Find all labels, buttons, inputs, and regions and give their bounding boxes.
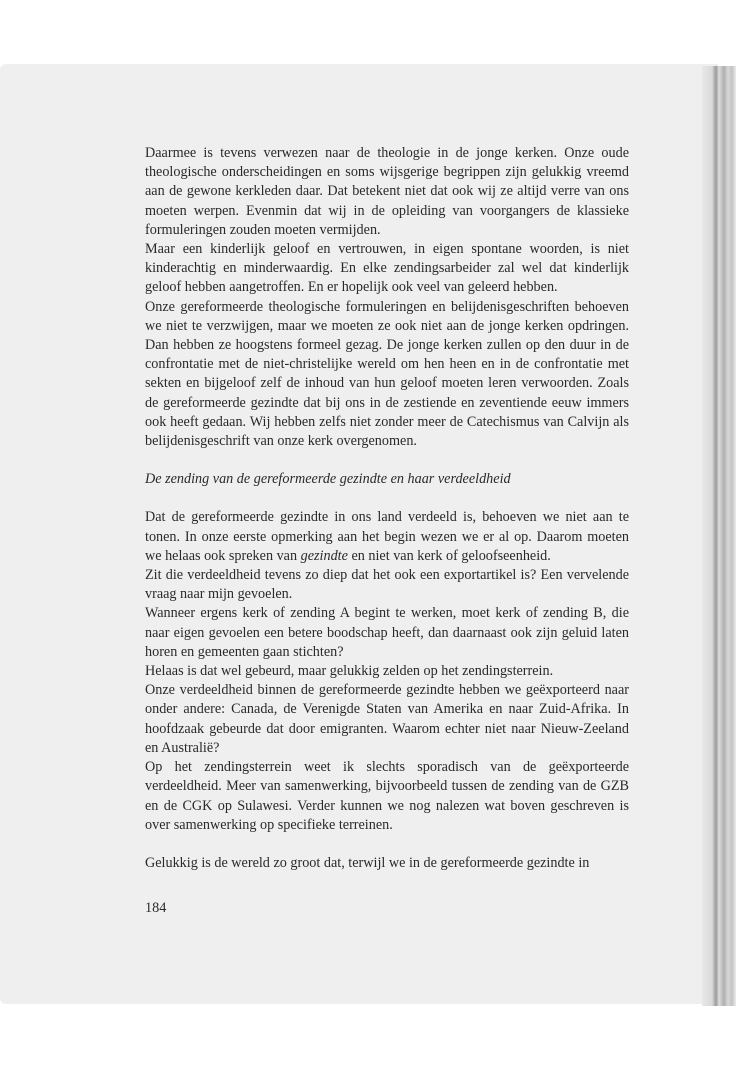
paragraph: Op het zendingsterrein weet ik slechts sporadisch van de geëxporteerde verdeeldheid. Meer van samenwerking, bijvoorbeeld tussen de zending van de GZB en de CGK op Sulawesi. Verder kunnen we nog nalezen wat boven geschreven is over samenwerking op specifieke terreinen. — [145, 759, 629, 833]
body-text — [145, 144, 629, 873]
paragraph: Maar een kinderlijk geloof en vertrouwen, in eigen spontane woorden, is niet kinderachtig en minderwaardig. En elke zendingsarbeider zal wel dat kinderlijk geloof hebben aangetroffen. En er hopelijk ook veel van geleerd hebben. — [145, 241, 629, 296]
emphasis-gezindte: gezindte — [300, 547, 348, 564]
paragraph: Wanneer ergens kerk of zending A begint te werken, moet kerk of zending B, die naar eigen gevoelen een betere boodschap heeft, dan daarnaast ook zijn geluid laten horen en gemeenten gaan stichten? — [145, 605, 629, 660]
paragraph: Helaas is dat wel gebeurd, maar gelukkig zelden op het zendingsterrein. — [145, 663, 554, 680]
page-stack-edge — [702, 66, 736, 1006]
text-run: Dat de gereformeerde gezindte in ons land verdeeld is, behoeven we niet aan te tonen. In onze eerste opmerking aan het begin wezen we er al op. Daarom moeten we helaas ook spreken van — [145, 509, 629, 564]
paragraph: Onze verdeeldheid binnen de gereformeerde gezindte hebben we geëxporteerd naar onder andere: Canada, de Verenigde Staten van Amerika en naar Zuid-Afrika. In hoofdzaak gebeurde dat door emigranten. Waarom echter niet naar Nieuw-Zeeland en Australië? — [145, 682, 629, 756]
paragraph: Onze gereformeerde theologische formuleringen en belijdenisgeschriften behoeven we niet te verzwijgen, maar we moeten ze ook niet aan de jonge kerken opdringen. Dan hebben ze hoogstens formeel gezag. De jonge kerken zullen op den duur in de confrontatie met de niet-christelijke wereld om hen heen en in de confrontatie met sekten en bijgeloof zelf de inhoud van hun geloof moeten leren verwoorden. Zoals de gereformeerde gezindte dat bij ons in de zestiende en zeventiende eeuw immers ook heeft gedaan. Wij hebben zelfs niet zonder meer de Catechismus van Calvijn als belijdenisgeschrift van onze kerk overgenomen. — [145, 298, 629, 450]
paragraph: Daarmee is tevens verwezen naar de theologie in de jonge kerken. Onze oude theologische onderscheidingen en soms wijsgerige begrippen zijn gelukkig vreemd aan de gewone kerkleden daar. Dat betekent niet dat ook wij ze altijd verre van ons moeten werpen. Evenmin dat wij in de opleiding van voorgangers de klassieke formuleringen zouden moeten vermijden. — [145, 145, 629, 238]
page-number: 184 — [145, 900, 167, 916]
paragraph-gezindte — [145, 508, 629, 566]
paragraph-final: Gelukkig is de wereld zo groot dat, terwijl we in de gereformeerde gezindte in — [145, 854, 590, 871]
section-heading: De zending van de gereformeerde gezindte en haar verdeeldheid — [145, 471, 511, 488]
text-run: en niet van kerk of geloofseenheid. — [347, 547, 551, 564]
paragraph: Zit die verdeeldheid tevens zo diep dat het ook een exportartikel is? Een vervelende vraag naar mijn gevoelen. — [145, 567, 629, 603]
